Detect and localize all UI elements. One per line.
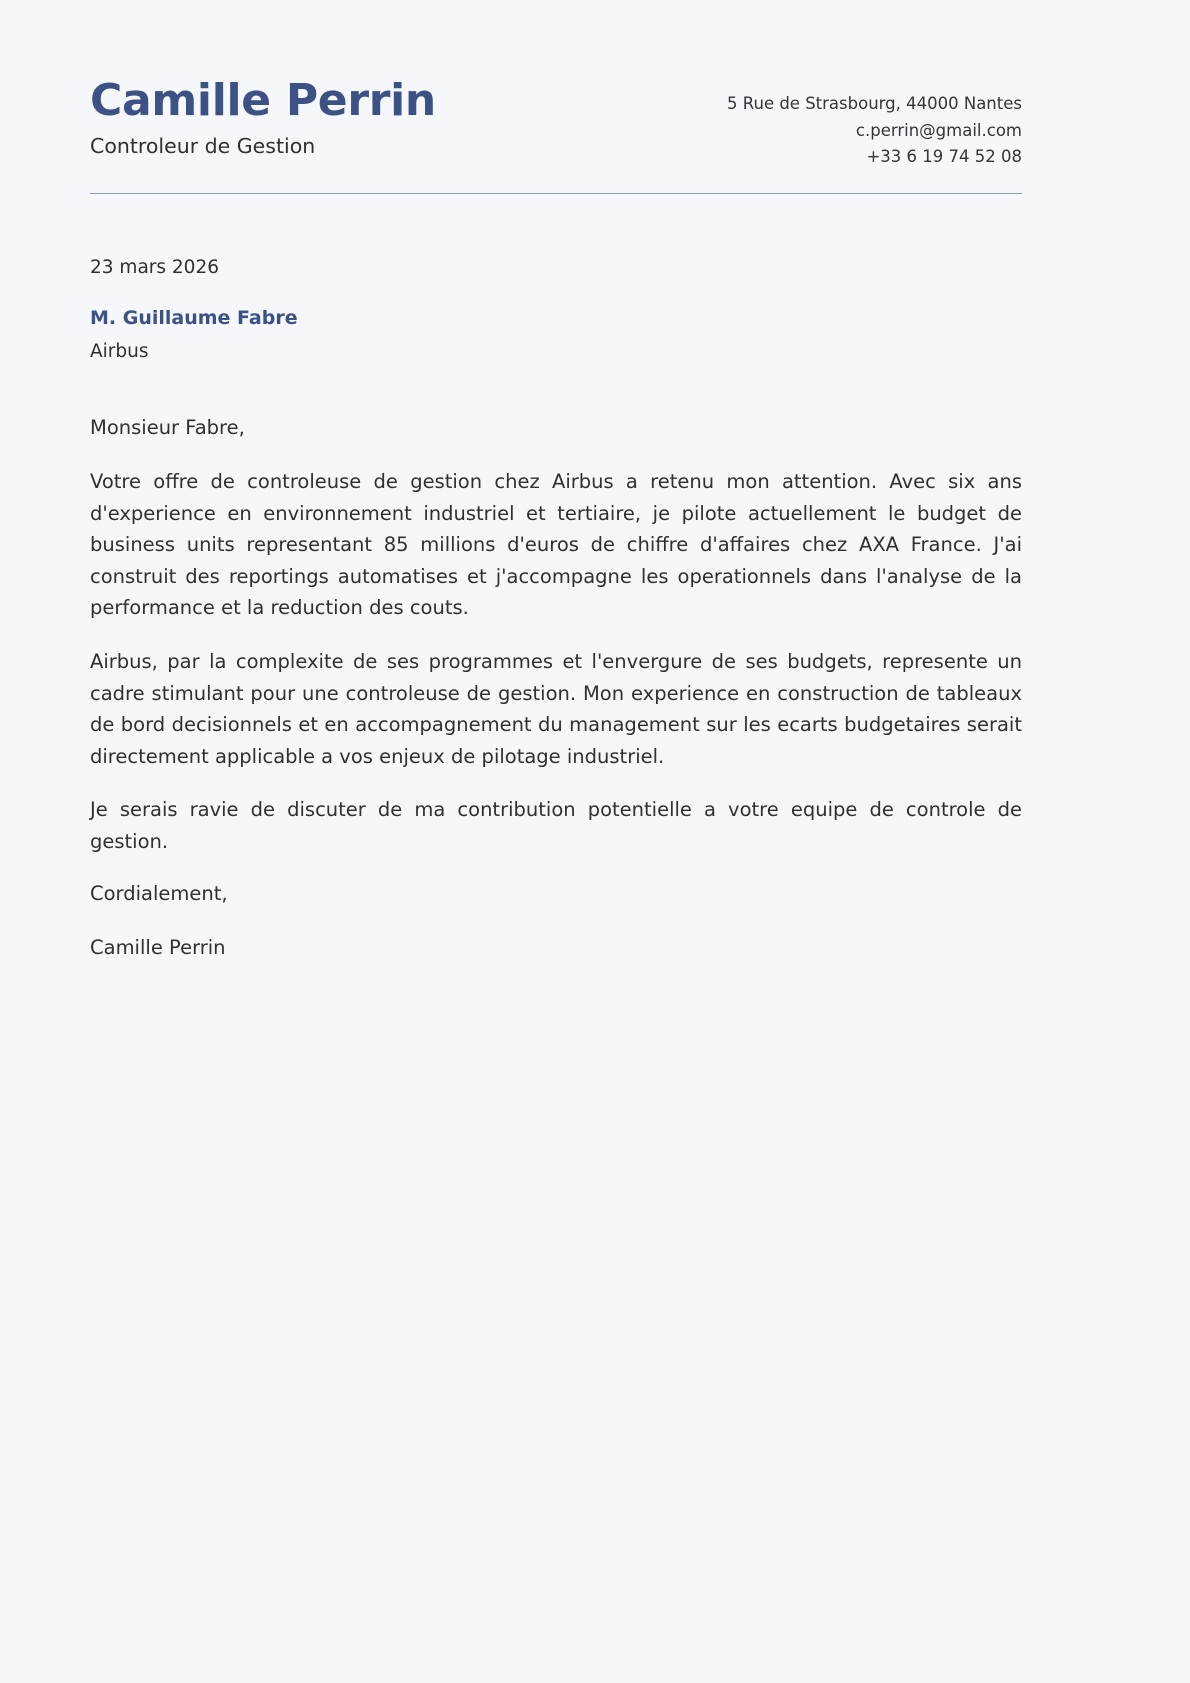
signature-name: Camille Perrin: [90, 935, 226, 959]
contact-block: [727, 74, 1022, 171]
header-identity: [90, 74, 436, 159]
letter-body: [90, 413, 1022, 962]
letter-date: 23 mars 2026: [90, 257, 219, 279]
body-paragraph-3: Je serais ravie de discuter de ma contribution potentielle a votre equipe de controle de gestion.: [90, 798, 1022, 853]
recipient-company: Airbus: [90, 340, 149, 362]
contact-address: 5 Rue de Strasbourg, 44000 Nantes: [727, 94, 1022, 113]
contact-phone[interactable]: +33 6 19 74 52 08: [866, 147, 1022, 167]
body-paragraph-1: Votre offre de controleuse de gestion chez Airbus a retenu mon attention. Avec six ans d'experience en environnement industriel et tertiaire, je pilote actuellement le budget de business units representant 85 millions d'euros de chiffre d'affaires chez AXA France. J'ai construit des reportings automatises et j'accompagne les operationnels dans l'analyse de la performance et la reduction des couts.: [90, 470, 1022, 620]
salutation: Monsieur Fabre,: [90, 415, 245, 439]
contact-email[interactable]: c.perrin@gmail.com: [855, 120, 1022, 140]
closing-salutation: Cordialement,: [90, 882, 228, 906]
recipient-name: M. Guillaume Fabre: [90, 307, 298, 330]
job-title: Controleur de Gestion: [90, 134, 316, 159]
header-divider: [90, 193, 1022, 194]
letter-meta: [90, 256, 1022, 365]
letter-header: [90, 74, 1022, 193]
body-paragraph-2: Airbus, par la complexite de ses programmes et l'envergure de ses budgets, represente un cadre stimulant pour une controleuse de gestion. Mon experience en construction de tableaux de bord decisionnels et en accompagnement du management sur les ecarts budgetaires serait directement applicable a vos enjeux de pilotage industriel.: [90, 649, 1022, 768]
page-title: Camille Perrin: [90, 75, 436, 126]
